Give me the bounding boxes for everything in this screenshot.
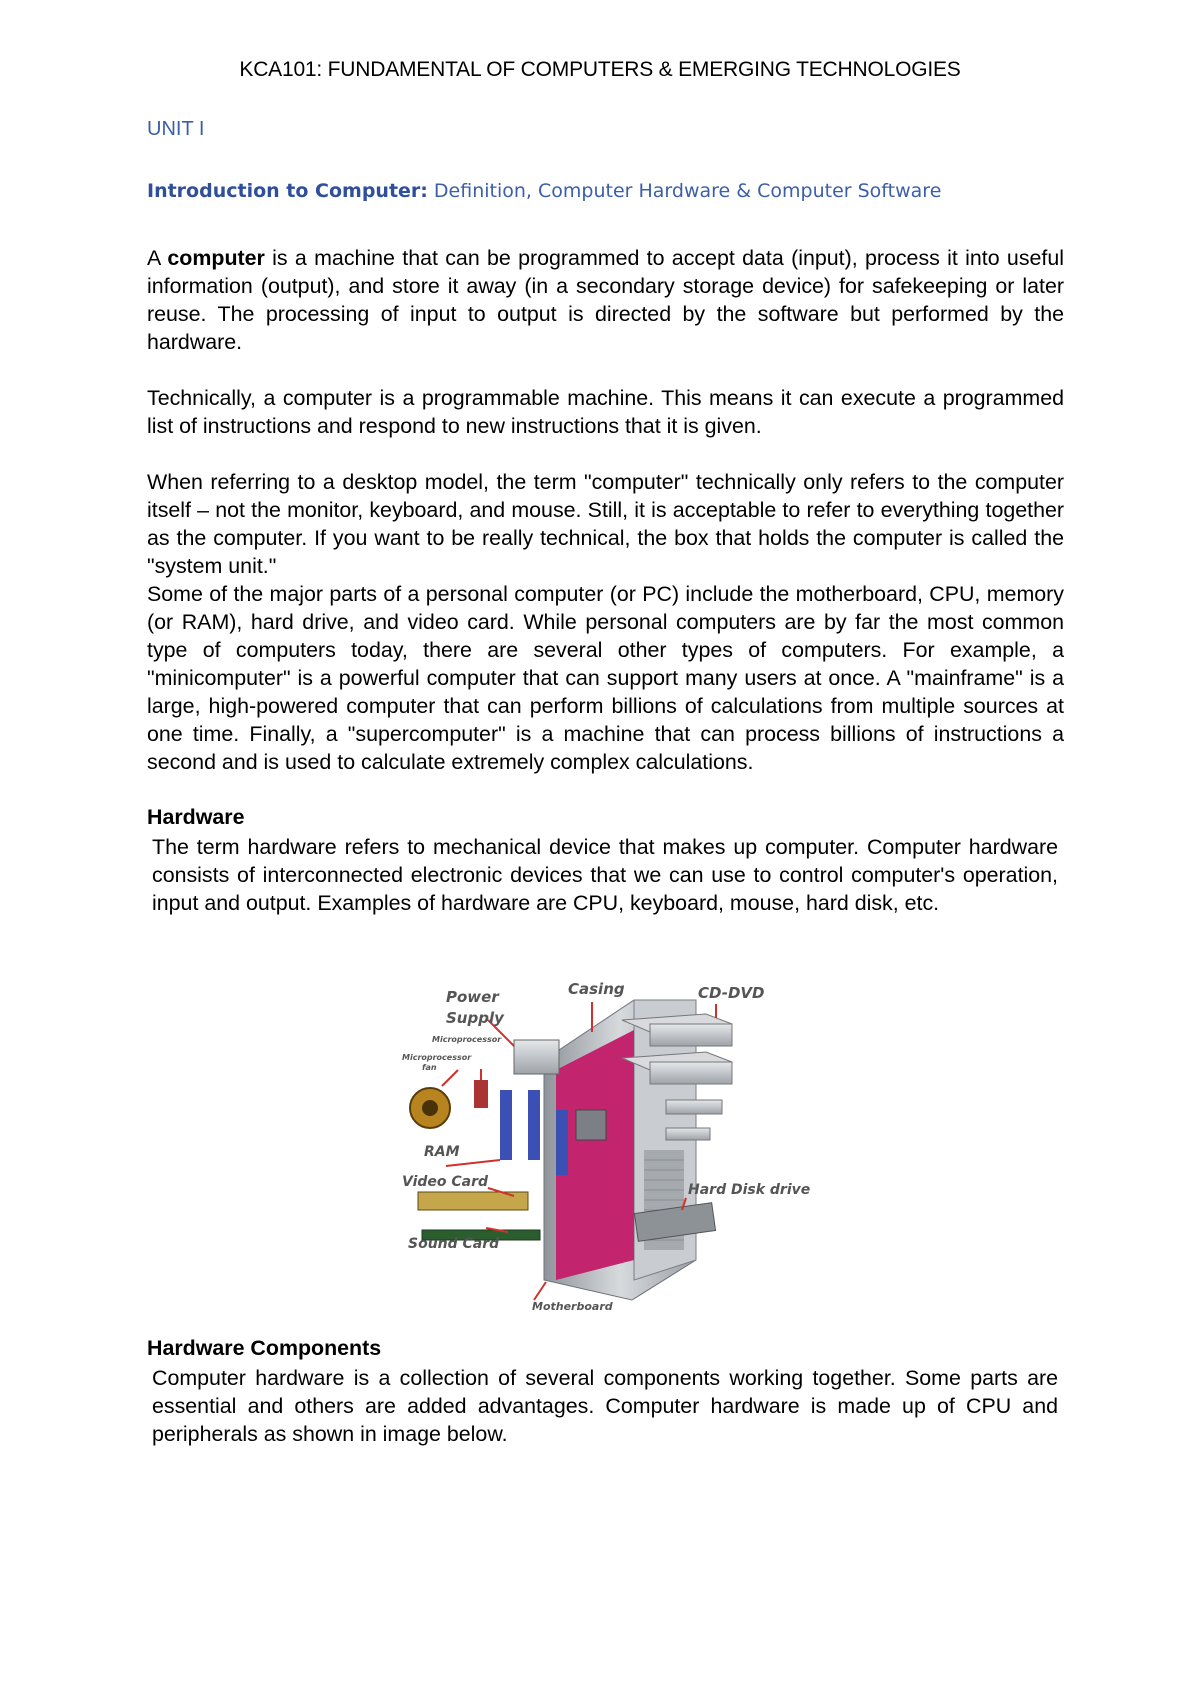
- cd-dvd-drive: [650, 1024, 732, 1046]
- p1-lead: A: [147, 246, 168, 270]
- hardware-paragraph: The term hardware refers to mechanical device that makes up computer. Computer hardware consists of interconnected electronic devices that we can use to control computer's operation, input and output. Examples of hardware are CPU, keyboard, mouse, hard disk, etc.: [152, 835, 1058, 915]
- cd-dvd-drive: [650, 1062, 732, 1084]
- intro-heading-rest: Definition, Computer Hardware & Computer Software: [427, 180, 942, 202]
- p1-bold-term: computer: [167, 246, 265, 270]
- paragraph-computer-definition: [147, 244, 1064, 356]
- label-power: Power: [446, 988, 499, 1006]
- label-microprocessor-fan-1: Microprocessor: [402, 1053, 472, 1062]
- floppy-drive: [666, 1128, 710, 1140]
- power-supply: [514, 1040, 559, 1074]
- label-microprocessor: Microprocessor: [432, 1035, 502, 1044]
- paragraph-desktop-model: When referring to a desktop model, the term "computer" technically only refers to the computer itself – not the monitor, keyboard, and mouse. Still, it is acceptable to refer to everything together as the computer. If you want to be really technical, the box that holds the computer is called the "system unit.": [147, 470, 1064, 578]
- ram-stick: [556, 1110, 568, 1175]
- page-header: KCA101: FUNDAMENTAL OF COMPUTERS & EMERGING TECHNOLOGIES: [239, 58, 961, 81]
- label-hard-disk: Hard Disk drive: [688, 1182, 811, 1198]
- ram-stick: [500, 1090, 512, 1160]
- hardware-heading: Hardware: [147, 805, 245, 829]
- label-casing: Casing: [568, 980, 625, 998]
- label-ram: RAM: [424, 1144, 460, 1160]
- label-video-card: Video Card: [402, 1174, 489, 1190]
- label-cd-dvd: CD-DVD: [698, 984, 765, 1002]
- p1-rest: is a machine that can be programmed to accept data (input), process it into useful information (output), and store it away (in a secondary storage device) for safekeeping or later reuse. The processing of input to output is directed by the software but performed by the hardware.: [147, 246, 1065, 354]
- floppy-drive: [666, 1100, 722, 1114]
- unit-label: UNIT I: [147, 118, 205, 140]
- cpu-block: [576, 1110, 606, 1140]
- computer-hardware-diagram: [396, 960, 828, 1318]
- paragraph-computer-types: Some of the major parts of a personal computer (or PC) include the motherboard, CPU, memory (or RAM), hard drive, and video card. While personal computers are by far the most common type of computers today, there are several other types of computers. For example, a "minicomputer" is a powerful computer that can support many users at once. A "mainframe" is a large, high-powered computer that can perform billions of calculations from multiple sources at one time. Finally, a "supercomputer" is a machine that can process billions of instructions a second and is used to calculate extremely complex calculations.: [147, 582, 1064, 774]
- paragraph-programmable-machine: Technically, a computer is a programmable machine. This means it can execute a programmed list of instructions and respond to new instructions that it is given.: [147, 386, 1064, 438]
- hardware-components-paragraph: Computer hardware is a collection of several components working together. Some parts are essential and others are added advantages. Computer hardware is made up of CPU and peripherals as shown in image below.: [152, 1366, 1058, 1446]
- label-microprocessor-fan-2: fan: [422, 1063, 437, 1072]
- label-supply: Supply: [446, 1009, 504, 1027]
- label-sound-card: Sound Card: [408, 1236, 500, 1252]
- label-motherboard: Motherboard: [532, 1300, 613, 1313]
- ram-stick: [528, 1090, 540, 1160]
- intro-heading: [147, 180, 941, 202]
- hardware-components-heading: Hardware Components: [147, 1336, 382, 1360]
- intro-heading-bold: Introduction to Computer:: [147, 180, 428, 202]
- microprocessor-chip: [474, 1080, 488, 1108]
